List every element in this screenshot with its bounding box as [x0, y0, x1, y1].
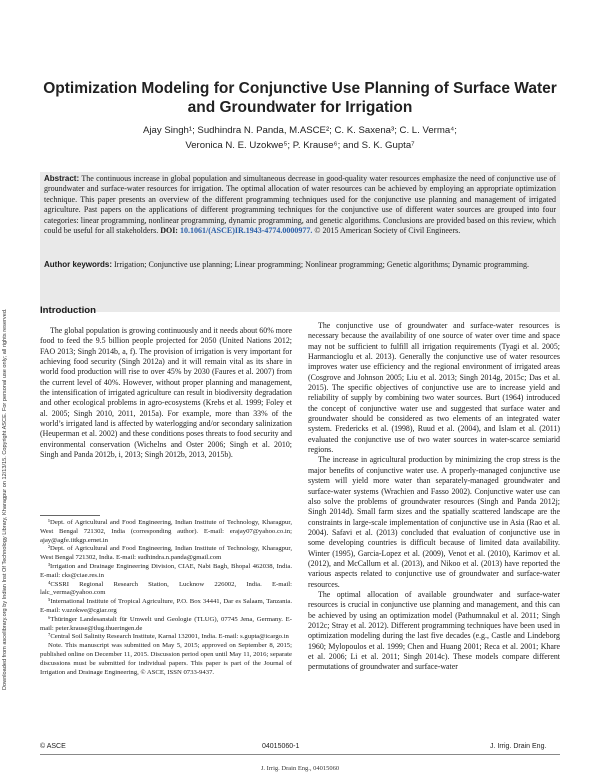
left-paragraph: The global population is growing continuously and it needs about 60% more food to feed the 9.5 billion people projected for 2050 (United Nations 2012; FAO 2013; Singh 2014b, a, f). The provision of irrigation is very important for achieving food security (Singh 2012a) and it will remain vital as its share in world food production will rise to over 45% by 2030 (Faures et al. 2007) from the current level of 40%. However, without proper planning and management, the intensification of irrigated agriculture can result in biodiversity degradation and other ecological problems in agro-ecosystems (Krebs et al. 1999; Foley et al. 2005; Singh 2010, 2011, 2015a). For example, more than 33% of the world’s irrigated land is affected by waterlogging and/or secondary salinization (Heuperman et al. 2002) and these conditions poses threats to food security and environmental conservation (Wichelns and Oster 2006; Singh et al. 2010; Singh and Panda 2012b, i, 2013; Singh 2012b, 2013, 2015b). [40, 326, 292, 460]
abstract [44, 174, 556, 236]
copyright: © 2015 American Society of Civil Engineers. [312, 226, 461, 236]
authors-line-2: Veronica N. E. Uzokwe⁵; P. Krause⁶; and S. K. Gupta⁷ [185, 140, 415, 151]
footnote: ¹Dept. of Agricultural and Food Engineering, Indian Institute of Technology, Kharagpur, West Bengal 721302, India (corresponding author). E-mail: erajay07@yahoo.co.in; ajay@agfe.iitkgp.ernet.in [40, 519, 292, 544]
right-column [308, 321, 560, 673]
footnote: ³Irrigation and Drainage Engineering Division, CIAE, Nabi Bagh, Bhopal 462038, India. E-mail: cks@ciae.res.in [40, 562, 292, 579]
keywords-text: Irrigation; Conjunctive use planning; Linear programming; Nonlinear programming; Genetic algorithms; Dynamic programming. [114, 260, 530, 269]
footer-rule [40, 754, 560, 755]
abstract-text: The continuous increase in global population and simultaneous decrease in good-quality water resources emphasize the need of conjunctive use of groundwater and surface-water resources for irrigation. The optimal allocation of water resources can be achieved by employing an appropriate optimization technique. This paper presents an overview of the different programming techniques used for the conjunctive use planning and management of irrigated agriculture. Past papers on the applications of different programming techniques for the conjunctive use of different water sources are grouped into four categories: linear programming, nonlinear programming, dynamic programming, and genetic algorithms. Conclusions are provided based on this review, which could be useful for all stakeholders. [44, 174, 557, 236]
paper-title: Optimization Modeling for Conjunctive Use Planning of Surface Water and Groundwater for Irrigation [43, 80, 557, 116]
authors-line-1: Ajay Singh¹; Sudhindra N. Panda, M.ASCE²; C. K. Saxena³; C. L. Verma⁴; [143, 125, 457, 136]
right-paragraph: The increase in agricultural production by minimizing the crop stress is the major benefits of conjunctive water use. A properly-managed conjunctive use system will yield more water than separately-managed groundwater and surface-water systems (Wrachien and Fasso 2002). Conjunctive water use can also solve the problems of groundwater resources (Singh and Panda 2012j; Singh 2014d). Small farm sizes and the spatially scattered landscape are the constraints in large-scale implementation of conjunctive use in Asia (Rao et al. 2004). Safavi et al. (2013) concluded that evaluation of conjunctive use in some developing countries is difficult because of limited data availability. Winter (1995), Garcia-Lopez et al. (2009), Venot et al. (2010), Karimov et al. (2012), and McCallum et al. (2013), and Nikoo et al. (2013) have reported the various aspects related to conjunctive use of groundwater and surface-water resources. [308, 455, 560, 589]
footnote: ²Dept. of Agricultural and Food Engineering, Indian Institute of Technology, Kharagpur, West Bengal 721302, India. E-mail: sudhindra.n.panda@gmail.com [40, 545, 292, 562]
keywords [44, 260, 556, 270]
footnote: ⁴CSSRI Regional Research Station, Lucknow 226002, India. E-mail: lalc_verma@yahoo.com [40, 580, 292, 597]
doi-link[interactable]: 10.1061/(ASCE)IR.1943-4774.0000977. [179, 226, 313, 236]
footnote: ⁶Thüringer Landesanstalt für Umwelt und Geologie (TLUG), 07745 Jena, Germany. E-mail: peter.krause@tlug.thueringen.de [40, 615, 292, 632]
footer-citation: J. Irrig. Drain Eng., 04015060 [260, 765, 340, 772]
footnote: ⁷Central Soil Salinity Research Institute, Karnal 132001, India. E-mail: s.gupta@icargo.in [48, 633, 289, 641]
footer-page-id: 04015060-1 [262, 743, 300, 750]
footnote: ⁵International Institute of Tropical Agriculture, P.O. Box 34441, Dar es Salaam, Tanzania. E-mail: v.uzokwe@cgiar.org [40, 598, 292, 614]
left-column [40, 326, 292, 460]
keywords-label: Author keywords: [44, 260, 113, 269]
authors [40, 123, 560, 153]
footer-publisher: © ASCE [40, 743, 66, 750]
right-paragraph: The optimal allocation of available groundwater and surface-water resources is crucial in conjunctive use planning and management, and this can be achieved by using an optimization model (Pathumnakul et al. 2011; Singh 2012c; Stray et al. 2012). Different programming techniques have been used in optimization modeling during the last five decades (e.g., Castle and Lindeborg 1960; Mylopoulos et al. 1999; Chen and Huang 2001; Reca et al. 2001; Khare et al. 2006; Li et al. 2011; Singh 2014c). These models compare different permutations of groundwater and surface-water [308, 589, 560, 672]
footer-journal: J. Irrig. Drain Eng. [490, 743, 547, 750]
download-note-text: Downloaded from ascelibrary.org by Indian Inst Of Technology Library, Kharagpur on 12/13/15. Copyright ASCE. For personal use only; all rights reserved. [2, 308, 8, 690]
footnote-rule [40, 515, 100, 516]
doi-prefix: DOI: [160, 226, 180, 236]
intro-heading: Introduction [40, 305, 96, 316]
right-paragraph: The conjunctive use of groundwater and surface-water resources is necessary because the availability of one source of water over time and space may not be sufficient to fulfill all irrigation requirements (Tyagi et al. 2005; Harmancioglu et al. 2013). Generally the conjunctive use of water resources improves water use efficiency and the regional environment of irrigated areas (Cosgrove and Johnson 2005; Liu et al. 2013; Singh 2014g, 2015c; Das et al. 2015). The specific objectives of conjunctive use are to increase yield and reliability of supply by combining two water sources. Burt (1964) introduced the concept of conjunctive water use and suggested that surface water and groundwater should be considered as two elements of an integrated water system. Fredericks et al. (1998), Ruud et al. (2004), and Islam et al. (2011) evaluated the conjunctive use of two water sources in water-scarce semiarid regions. [308, 321, 560, 455]
footnote-note: Note. This manuscript was submitted on May 5, 2015; approved on September 8, 2015; published online on December 11, 2015. Discussion period open until May 11, 2016; separate discussions must be submitted for individual papers. This paper is part of the Journal of Irrigation and Drainage Engineering, © ASCE, ISSN 0733-9437. [40, 642, 292, 676]
footnotes [40, 519, 292, 677]
abstract-label: Abstract: [44, 174, 80, 183]
download-note [2, 90, 16, 690]
